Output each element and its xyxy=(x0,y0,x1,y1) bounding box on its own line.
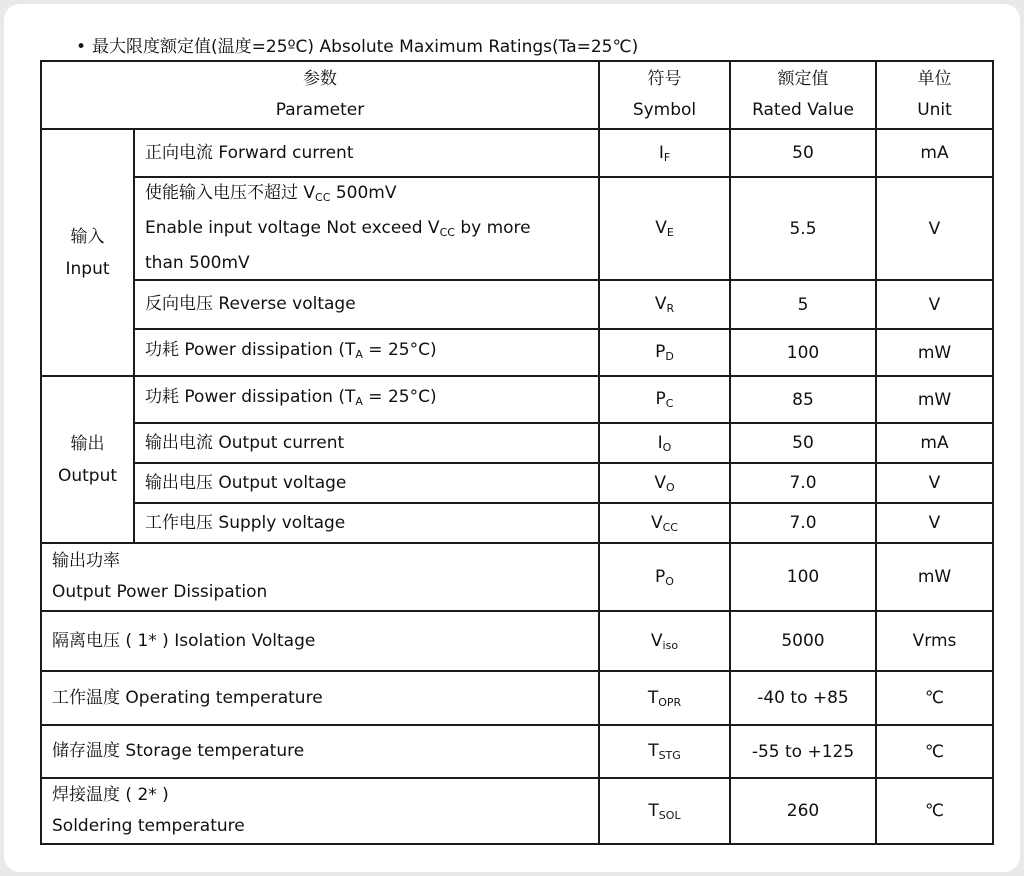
param-text: = 25°C) xyxy=(362,340,437,360)
symbol-cell xyxy=(599,611,730,671)
unit-cell: ℃ xyxy=(876,671,993,725)
unit-cell: V xyxy=(876,503,993,543)
table-header-row xyxy=(41,61,993,129)
table-row xyxy=(41,671,993,725)
header-symbol-en: Symbol xyxy=(632,100,697,120)
symbol-sub: E xyxy=(666,226,674,239)
symbol-sub: C xyxy=(665,397,674,410)
symbol-cell xyxy=(599,177,730,280)
header-unit-cn: 单位 xyxy=(917,69,952,89)
symbol-main: I xyxy=(658,142,664,163)
param-sub: A xyxy=(355,348,363,361)
section-heading-text: 最大限度额定值(温度=25ºC) Absolute Maximum Ratings(Ta=25℃) xyxy=(92,37,639,57)
unit-cell: ℃ xyxy=(876,778,993,844)
table-row xyxy=(41,376,993,423)
symbol-sub: SOL xyxy=(658,808,681,822)
symbol-cell xyxy=(599,778,730,844)
symbol-main: V xyxy=(654,294,667,314)
param-supply-voltage: 工作电压 Supply voltage xyxy=(134,503,599,543)
table-row xyxy=(41,725,993,778)
table-row xyxy=(41,423,993,463)
param-line xyxy=(145,213,588,248)
symbol-main: I xyxy=(657,432,663,453)
unit-cell: mW xyxy=(876,543,993,611)
value-cell: 50 xyxy=(730,129,876,177)
header-unit xyxy=(876,61,993,129)
table-row xyxy=(41,129,993,177)
param-text: 使能输入电压不超过 V xyxy=(145,183,316,203)
header-parameter xyxy=(41,61,599,129)
header-parameter-cn: 参数 xyxy=(303,69,337,89)
table-row xyxy=(41,503,993,543)
param-cn: 焊接温度 ( 2* ) xyxy=(52,785,169,805)
table-row xyxy=(41,280,993,329)
absolute-maximum-ratings-table xyxy=(40,60,994,845)
param-forward-current: 正向电流 Forward current xyxy=(134,129,599,177)
section-heading xyxy=(76,32,638,57)
header-symbol xyxy=(599,61,730,129)
symbol-sub: iso xyxy=(662,638,679,652)
symbol-main: T xyxy=(648,741,659,761)
group-output xyxy=(41,376,134,543)
symbol-main: V xyxy=(650,630,663,651)
unit-cell: mW xyxy=(876,376,993,423)
param-isolation-voltage: 隔离电压 ( 1* ) Isolation Voltage xyxy=(41,611,599,671)
param-reverse-voltage: 反向电压 Reverse voltage xyxy=(134,280,599,329)
symbol-cell xyxy=(599,129,730,177)
symbol-sub: O xyxy=(665,574,674,588)
value-cell: 85 xyxy=(730,376,876,423)
unit-cell: V xyxy=(876,177,993,280)
header-symbol-cn: 符号 xyxy=(647,69,682,89)
symbol-main: V xyxy=(655,218,667,238)
value-cell: 5000 xyxy=(730,611,876,671)
table-row xyxy=(41,329,993,376)
symbol-sub: R xyxy=(666,302,675,315)
symbol-cell xyxy=(599,463,730,503)
param-operating-temp: 工作温度 Operating temperature xyxy=(41,671,599,725)
symbol-sub: F xyxy=(663,150,671,164)
symbol-cell xyxy=(599,543,730,611)
value-cell: 5 xyxy=(730,280,876,329)
table-row xyxy=(41,177,993,280)
bullet-icon: • xyxy=(76,37,87,57)
unit-cell: V xyxy=(876,463,993,503)
symbol-main: P xyxy=(655,566,666,587)
symbol-cell xyxy=(599,725,730,778)
header-rated-en: Rated Value xyxy=(752,100,854,120)
symbol-cell xyxy=(599,423,730,463)
group-output-cn: 输出 xyxy=(70,433,105,454)
param-line xyxy=(145,178,588,213)
value-cell: 100 xyxy=(730,543,876,611)
group-input xyxy=(41,129,134,376)
symbol-sub: STG xyxy=(658,749,681,762)
symbol-sub: O xyxy=(662,440,672,454)
param-storage-temp: 储存温度 Storage temperature xyxy=(41,725,599,778)
param-line: than 500mV xyxy=(145,253,250,273)
group-input-cn: 输入 xyxy=(70,226,105,247)
symbol-cell xyxy=(599,376,730,423)
param-sub: CC xyxy=(315,191,331,204)
param-output-voltage: 输出电压 Output voltage xyxy=(134,463,599,503)
unit-cell: mA xyxy=(876,423,993,463)
header-rated-value xyxy=(730,61,876,129)
symbol-cell xyxy=(599,329,730,376)
group-output-en: Output xyxy=(57,465,118,486)
symbol-cell xyxy=(599,503,730,543)
symbol-main: V xyxy=(654,472,666,493)
symbol-sub: O xyxy=(665,480,675,494)
value-cell: 5.5 xyxy=(730,177,876,280)
param-output-current: 输出电流 Output current xyxy=(134,423,599,463)
param-cn: 输出功率 xyxy=(52,551,120,571)
symbol-cell xyxy=(599,280,730,329)
table-row xyxy=(41,463,993,503)
unit-cell: mA xyxy=(876,129,993,177)
param-input-power xyxy=(134,329,599,376)
header-unit-en: Unit xyxy=(917,100,952,120)
param-text: by more xyxy=(454,218,531,238)
param-text: 功耗 Power dissipation (T xyxy=(145,387,356,407)
header-rated-cn: 额定值 xyxy=(777,69,829,89)
unit-cell: ℃ xyxy=(876,725,993,778)
symbol-sub: CC xyxy=(662,520,678,534)
unit-cell: mW xyxy=(876,329,993,376)
value-cell: 7.0 xyxy=(730,503,876,543)
document-card xyxy=(4,4,1020,872)
group-input-en: Input xyxy=(65,258,110,279)
param-text: = 25°C) xyxy=(362,387,437,407)
param-output-power xyxy=(134,376,599,423)
value-cell: 7.0 xyxy=(730,463,876,503)
symbol-main: T xyxy=(648,800,659,821)
param-en: Soldering temperature xyxy=(52,816,245,836)
symbol-cell xyxy=(599,671,730,725)
param-text: Enable input voltage Not exceed V xyxy=(145,218,440,238)
value-cell: 260 xyxy=(730,778,876,844)
header-parameter-en: Parameter xyxy=(275,100,365,120)
param-enable-voltage xyxy=(134,177,599,280)
table-row xyxy=(41,611,993,671)
symbol-main: T xyxy=(647,687,659,708)
table-row xyxy=(41,543,993,611)
value-cell: 100 xyxy=(730,329,876,376)
param-en: Output Power Dissipation xyxy=(52,582,268,602)
symbol-sub: D xyxy=(665,350,674,363)
param-text: 功耗 Power dissipation (T xyxy=(145,340,356,360)
symbol-main: P xyxy=(655,342,666,362)
symbol-main: V xyxy=(650,512,663,533)
table-row xyxy=(41,778,993,844)
symbol-sub: OPR xyxy=(658,695,682,709)
param-soldering-temp xyxy=(41,778,599,844)
param-output-power-dissipation xyxy=(41,543,599,611)
unit-cell: V xyxy=(876,280,993,329)
value-cell: -55 to +125 xyxy=(730,725,876,778)
param-sub: CC xyxy=(439,226,455,239)
value-cell: 50 xyxy=(730,423,876,463)
param-sub: A xyxy=(355,395,363,408)
value-cell: -40 to +85 xyxy=(730,671,876,725)
unit-cell: Vrms xyxy=(876,611,993,671)
param-text: 500mV xyxy=(330,183,397,203)
symbol-main: P xyxy=(655,389,666,409)
